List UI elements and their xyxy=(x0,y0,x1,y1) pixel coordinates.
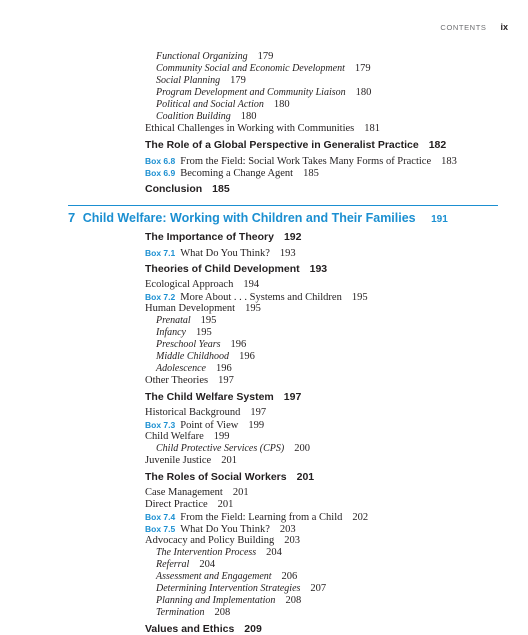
entry-title: Human Development xyxy=(145,303,236,314)
toc-entry[interactable] xyxy=(156,315,216,327)
entry-page: 199 xyxy=(248,420,265,431)
toc-entry[interactable] xyxy=(145,471,314,483)
toc-entry[interactable] xyxy=(156,363,232,375)
entry-page: 199 xyxy=(213,431,230,442)
entry-title: Becoming a Change Agent xyxy=(180,168,294,179)
toc-entry[interactable] xyxy=(145,455,237,467)
entry-page: 201 xyxy=(221,455,237,466)
toc-entry[interactable] xyxy=(145,303,261,315)
entry-title: Assessment and Engagement xyxy=(156,571,272,582)
toc-entry[interactable] xyxy=(145,375,234,387)
entry-page: 206 xyxy=(281,571,298,582)
entry-page: 182 xyxy=(428,139,447,151)
toc-entry[interactable] xyxy=(156,111,256,123)
toc-entry[interactable] xyxy=(145,279,259,291)
entry-title: Coalition Building xyxy=(156,111,231,122)
entry-page: 196 xyxy=(239,351,255,362)
toc-entry[interactable] xyxy=(145,623,262,635)
entry-title: The Child Welfare System xyxy=(145,391,274,403)
box-label: Box 6.8 xyxy=(145,156,176,166)
chapter-page: 191 xyxy=(431,214,448,225)
toc-entry[interactable] xyxy=(156,327,212,339)
entry-page: 201 xyxy=(232,487,249,498)
entry-title: Other Theories xyxy=(145,375,209,386)
entry-title: From the Field: Social Work Takes Many Forms of Practice xyxy=(180,156,432,167)
entry-page: 208 xyxy=(285,595,302,606)
toc-entry[interactable] xyxy=(156,547,282,559)
entry-title: Ecological Approach xyxy=(145,279,234,290)
entry-title: Point of View xyxy=(180,420,239,431)
toc-entry[interactable] xyxy=(156,443,310,455)
entry-page: 200 xyxy=(294,443,310,454)
toc-entry[interactable] xyxy=(156,63,371,75)
entry-page: 195 xyxy=(351,292,368,303)
running-head-label: CONTENTS xyxy=(440,23,487,32)
toc-entry[interactable] xyxy=(156,339,246,351)
entry-page: 185 xyxy=(303,168,319,179)
toc-entry[interactable] xyxy=(156,75,246,87)
box-label: Box 7.5 xyxy=(145,524,176,534)
toc-entry[interactable] xyxy=(145,167,319,180)
entry-title: Program Development and Community Liaison xyxy=(156,87,346,98)
box-label: Box 7.4 xyxy=(145,512,176,522)
entry-title: Middle Childhood xyxy=(156,351,230,362)
box-label: Box 7.2 xyxy=(145,292,176,302)
entry-title: The Role of a Global Perspective in Generalist Practice xyxy=(145,139,419,151)
entry-page: 180 xyxy=(355,87,372,98)
toc-entry[interactable] xyxy=(156,351,255,363)
toc-entry[interactable] xyxy=(156,559,215,571)
entry-page: 179 xyxy=(354,63,371,74)
entry-page: 196 xyxy=(215,363,232,374)
entry-page: 181 xyxy=(364,123,380,134)
entry-title: The Roles of Social Workers xyxy=(145,471,287,483)
entry-title: The Intervention Process xyxy=(156,547,257,558)
entry-page: 203 xyxy=(284,535,300,546)
toc-entry[interactable] xyxy=(156,595,301,607)
entry-title: Direct Practice xyxy=(145,499,208,510)
entry-page: 195 xyxy=(200,315,217,326)
box-label: Box 6.9 xyxy=(145,168,176,178)
entry-title: The Importance of Theory xyxy=(145,231,274,243)
toc-entry[interactable] xyxy=(156,571,297,583)
box-label: Box 7.3 xyxy=(145,420,176,430)
entry-page: 208 xyxy=(214,607,231,618)
toc-entry[interactable] xyxy=(156,607,230,619)
entry-title: Case Management xyxy=(145,487,223,498)
entry-title: Adolescence xyxy=(156,363,206,374)
entry-page: 192 xyxy=(283,231,302,243)
entry-title: Advocacy and Policy Building xyxy=(145,535,275,546)
entry-page: 195 xyxy=(196,327,212,338)
entry-page: 197 xyxy=(218,375,234,386)
toc-entry[interactable] xyxy=(145,263,327,275)
entry-title: Child Welfare xyxy=(145,431,204,442)
entry-title: Prenatal xyxy=(156,315,191,326)
entry-page: 180 xyxy=(240,111,257,122)
entry-page: 194 xyxy=(243,279,260,290)
entry-page: 193 xyxy=(279,248,296,259)
chapter-title: Child Welfare: Working with Children and Their Families xyxy=(82,211,416,225)
entry-title: Planning and Implementation xyxy=(156,595,276,606)
entry-page: 195 xyxy=(245,303,261,314)
toc-entry[interactable] xyxy=(156,583,326,595)
entry-page: 185 xyxy=(212,183,230,195)
toc-entry[interactable] xyxy=(145,247,296,260)
entry-page: 197 xyxy=(283,391,302,403)
toc-entry[interactable] xyxy=(156,51,273,63)
entry-page: 204 xyxy=(199,559,216,570)
entry-title: Referral xyxy=(156,559,190,570)
entry-title: Social Planning xyxy=(156,75,221,86)
toc-entry[interactable] xyxy=(145,123,380,135)
entry-page: 209 xyxy=(244,623,262,635)
entry-title: Political and Social Action xyxy=(156,99,264,110)
entry-title: Theories of Child Development xyxy=(145,263,300,275)
entry-page: 193 xyxy=(309,263,328,275)
toc-entry[interactable] xyxy=(145,431,229,443)
entry-title: Community Social and Economic Development xyxy=(156,63,345,74)
entry-title: Ethical Challenges in Working with Communities xyxy=(145,123,355,134)
page-number: ix xyxy=(500,22,508,32)
entry-page: 207 xyxy=(310,583,327,594)
entry-title: Values and Ethics xyxy=(145,623,235,635)
box-label: Box 7.1 xyxy=(145,248,176,258)
entry-page: 202 xyxy=(352,512,369,523)
entry-title: From the Field: Learning from a Child xyxy=(180,512,343,523)
toc-entry[interactable] xyxy=(145,499,233,511)
entry-title: Functional Organizing xyxy=(156,51,248,62)
entry-title: Termination xyxy=(156,607,205,618)
toc-entry[interactable] xyxy=(145,487,249,499)
entry-page: 196 xyxy=(230,339,247,350)
toc-entry[interactable] xyxy=(145,139,446,151)
entry-title: Juvenile Justice xyxy=(145,455,212,466)
toc-entry[interactable] xyxy=(156,99,290,111)
entry-title: What Do You Think? xyxy=(180,248,270,259)
running-head xyxy=(440,22,508,32)
toc-entry[interactable] xyxy=(145,231,301,243)
entry-page: 183 xyxy=(441,156,457,167)
toc-entry[interactable] xyxy=(145,183,230,195)
entry-page: 204 xyxy=(266,547,282,558)
entry-page: 201 xyxy=(296,471,315,483)
entry-title: Child Protective Services (CPS) xyxy=(156,443,285,454)
toc-entry[interactable] xyxy=(145,391,301,403)
entry-page: 203 xyxy=(279,524,296,535)
entry-title: Preschool Years xyxy=(156,339,221,350)
entry-title: Infancy xyxy=(156,327,186,338)
toc-entry[interactable] xyxy=(145,535,300,547)
toc-entry[interactable] xyxy=(156,87,371,99)
chapter-divider xyxy=(68,205,498,206)
entry-page: 180 xyxy=(273,99,290,110)
entry-title: What Do You Think? xyxy=(180,524,270,535)
toc-entry[interactable] xyxy=(145,407,266,419)
entry-title: Historical Background xyxy=(145,407,241,418)
chapter-number: 7 xyxy=(68,210,76,225)
entry-page: 201 xyxy=(217,499,234,510)
entry-title: Conclusion xyxy=(145,183,203,195)
entry-page: 179 xyxy=(257,51,274,62)
entry-title: Determining Intervention Strategies xyxy=(156,583,301,594)
chapter-heading[interactable] xyxy=(68,210,448,228)
entry-title: More About . . . Systems and Children xyxy=(180,292,342,303)
entry-page: 197 xyxy=(250,407,267,418)
entry-page: 179 xyxy=(230,75,246,86)
